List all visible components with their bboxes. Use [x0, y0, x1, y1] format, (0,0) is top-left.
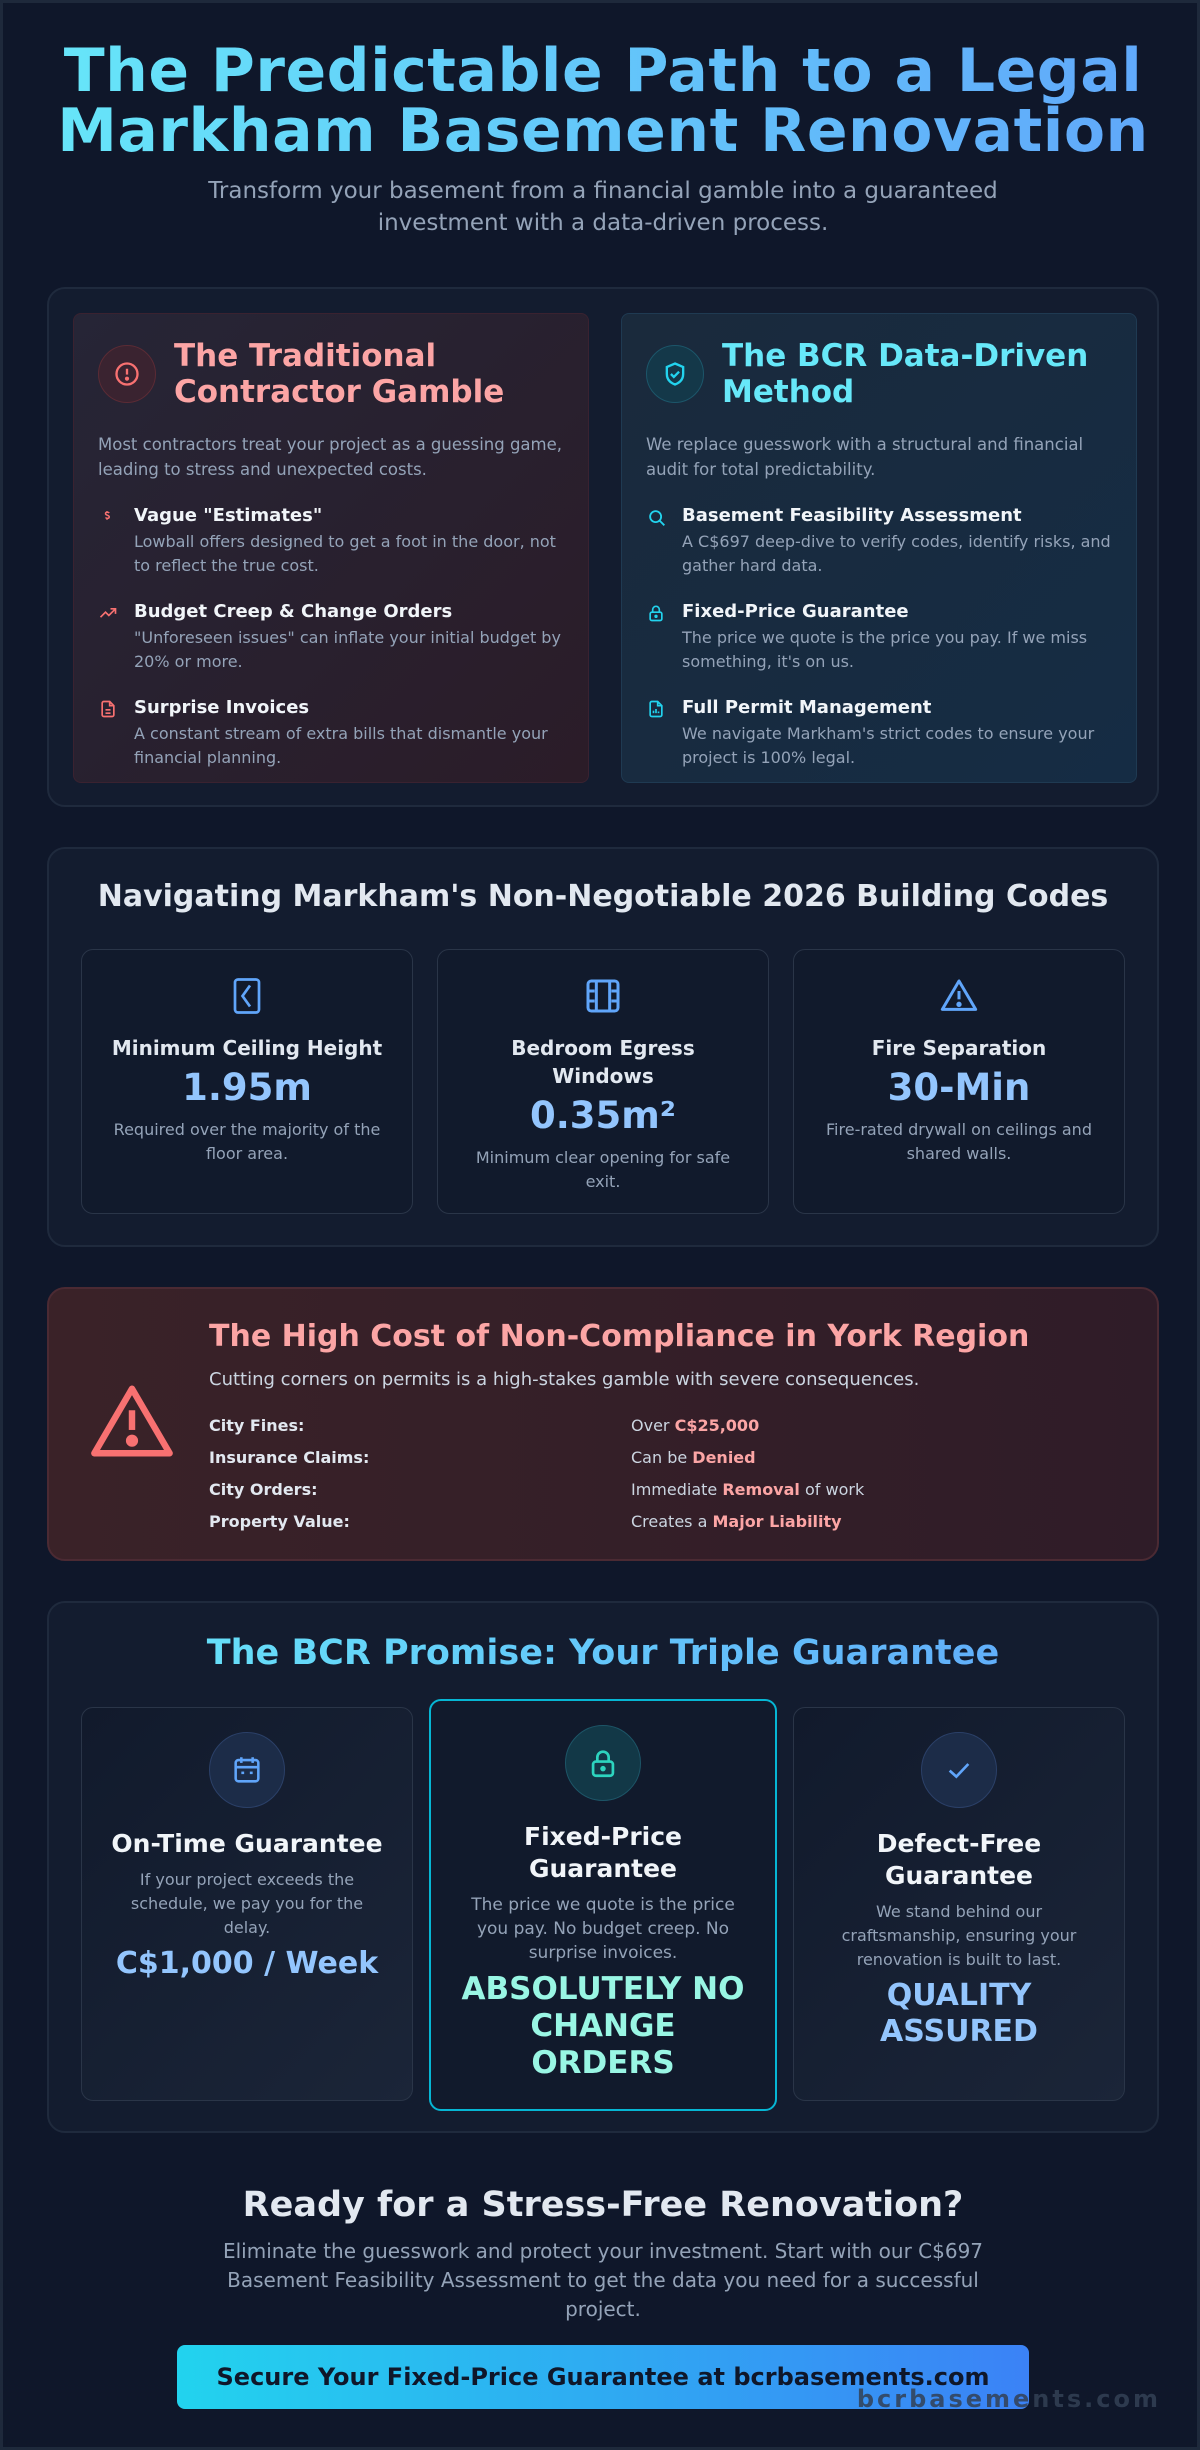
risk-label: Property Value:	[209, 1511, 350, 1531]
cta-button[interactable]: Secure Your Fixed-Price Guarantee at bcrbasements.com	[177, 2345, 1029, 2409]
item-title: Fixed-Price Guarantee	[682, 601, 909, 622]
risk-suffix: of work	[799, 1479, 865, 1499]
code-card-fire	[793, 949, 1125, 1214]
risk-row	[209, 1505, 1109, 1537]
comparison-panel	[47, 287, 1159, 807]
bcr-method-title: The BCR Data-Driven Method	[722, 338, 1089, 410]
cta-title: Ready for a Stress-Free Renovation?	[242, 2185, 964, 2225]
list-item	[646, 696, 1112, 770]
item-desc: A C$697 deep-dive to verify codes, identify risks, and gather hard data.	[682, 532, 1111, 575]
guarantee-card-on-time	[81, 1707, 413, 2101]
codes-title: Navigating Markham's Non-Negotiable 2026 Building Codes	[97, 879, 1109, 914]
item-title: Surprise Invoices	[134, 697, 310, 718]
guarantee-card-defect-free	[793, 1707, 1125, 2101]
hero	[3, 36, 1200, 239]
search-icon	[646, 504, 682, 578]
item-desc: A constant stream of extra bills that dismantle your financial planning.	[134, 724, 548, 767]
check-icon	[921, 1732, 997, 1808]
document-icon	[98, 696, 134, 770]
list-item	[98, 504, 564, 578]
bcr-method-intro: We replace guesswork with a structural and financial audit for total predictability.	[646, 435, 1084, 479]
building-codes-panel	[47, 847, 1159, 1247]
watermark: bcrbasements.com	[856, 2385, 1161, 2413]
risk-highlight: Denied	[692, 1447, 756, 1467]
promise-title: The BCR Promise: Your Triple Guarantee	[49, 1633, 1157, 1673]
window-icon	[583, 976, 623, 1020]
code-title: Minimum Ceiling Height	[111, 1036, 383, 1060]
traditional-card	[73, 313, 589, 783]
guarantee-value: ABSOLUTELY NO CHANGE ORDERS	[461, 1971, 745, 2081]
item-desc: "Unforeseen issues" can inflate your initial budget by 20% or more.	[134, 628, 561, 671]
guarantee-title: On-Time Guarantee	[111, 1829, 383, 1858]
list-item	[98, 600, 564, 674]
risk-prefix: Immediate	[631, 1479, 723, 1499]
code-title: Bedroom Egress Windows	[511, 1036, 695, 1088]
risk-value	[631, 1416, 759, 1435]
risk-title: The High Cost of Non-Compliance in York Region	[209, 1319, 1030, 1354]
risk-row	[209, 1473, 1109, 1505]
item-desc: We navigate Markham's strict codes to ensure your project is 100% legal.	[682, 724, 1095, 767]
item-title: Vague "Estimates"	[134, 505, 323, 526]
cta-text: Eliminate the guesswork and protect your investment. Start with our C$697 Basement Feasibility Assessment to get the data you need for a successful project.	[222, 2239, 984, 2321]
lock-icon	[646, 600, 682, 674]
code-value: 1.95m	[182, 1066, 312, 1109]
item-title: Full Permit Management	[682, 697, 932, 718]
non-compliance-panel	[47, 1287, 1159, 1561]
code-value: 0.35m²	[529, 1094, 677, 1137]
code-title: Fire Separation	[871, 1036, 1047, 1060]
cta-section	[3, 2185, 1200, 2324]
list-item	[646, 504, 1112, 578]
list-item	[98, 696, 564, 770]
code-card-egress	[437, 949, 769, 1214]
lock-icon	[565, 1725, 641, 1801]
guarantee-title: Defect-Free Guarantee	[876, 1829, 1042, 1890]
bcr-method-card	[621, 313, 1137, 783]
risk-highlight: C$25,000	[674, 1415, 760, 1435]
risk-subtitle: Cutting corners on permits is a high-stakes gamble with severe consequences.	[209, 1369, 920, 1390]
risk-prefix: Can be	[631, 1447, 693, 1467]
code-value: 30-Min	[887, 1066, 1031, 1109]
risk-row	[209, 1409, 1109, 1441]
item-title: Basement Feasibility Assessment	[682, 505, 1022, 526]
risk-row	[209, 1441, 1109, 1473]
risk-prefix: Creates a	[631, 1511, 713, 1531]
risk-value	[631, 1512, 842, 1531]
ceiling-height-icon	[229, 976, 265, 1020]
dollar-icon	[98, 504, 134, 578]
item-desc: The price we quote is the price you pay. If we miss something, it's on us.	[682, 628, 1088, 671]
code-card-ceiling	[81, 949, 413, 1214]
page-title	[3, 36, 1200, 166]
code-desc: Fire-rated drywall on ceilings and shared walls.	[826, 1120, 1092, 1163]
alert-circle-icon	[98, 345, 156, 403]
risk-table	[209, 1409, 1109, 1537]
traditional-intro: Most contractors treat your project as a guessing game, leading to stress and unexpected costs.	[98, 435, 563, 479]
risk-highlight: Major Liability	[712, 1511, 842, 1531]
risk-prefix: Over	[631, 1415, 675, 1435]
traditional-title: The Traditional Contractor Gamble	[174, 338, 505, 410]
promise-panel	[47, 1601, 1159, 2133]
file-chart-icon	[646, 696, 682, 770]
shield-check-icon	[646, 345, 704, 403]
item-title: Budget Creep & Change Orders	[134, 601, 453, 622]
guarantee-title: Fixed-Price Guarantee	[524, 1822, 682, 1883]
guarantee-card-fixed-price	[429, 1699, 777, 2111]
warning-triangle-icon	[89, 1381, 175, 1465]
title-line-2: Markham Basement Renovation	[57, 96, 1149, 166]
calendar-icon	[209, 1732, 285, 1808]
trending-up-icon	[98, 600, 134, 674]
list-item	[646, 600, 1112, 674]
code-desc: Minimum clear opening for safe exit.	[475, 1148, 731, 1191]
guarantee-desc: If your project exceeds the schedule, we pay you for the delay.	[130, 1870, 364, 1937]
title-line-1: The Predictable Path to a Legal	[63, 36, 1143, 106]
guarantee-value: QUALITY ASSURED	[880, 1978, 1038, 2049]
risk-label: City Orders:	[209, 1479, 318, 1499]
risk-label: Insurance Claims:	[209, 1447, 370, 1467]
risk-value	[631, 1480, 864, 1499]
guarantee-value: C$1,000 / Week	[115, 1946, 379, 1981]
risk-value	[631, 1448, 756, 1467]
guarantee-desc: The price we quote is the price you pay. No budget creep. No surprise invoices.	[471, 1895, 735, 1963]
code-desc: Required over the majority of the floor area.	[113, 1120, 381, 1163]
risk-highlight: Removal	[722, 1479, 800, 1499]
item-desc: Lowball offers designed to get a foot in the door, not to reflect the true cost.	[134, 532, 556, 575]
guarantee-desc: We stand behind our craftsmanship, ensuring your renovation is built to last.	[841, 1902, 1077, 1969]
risk-label: City Fines:	[209, 1415, 305, 1435]
hero-subtitle: Transform your basement from a financial gamble into a guaranteed investment with a data-driven process.	[208, 178, 998, 236]
warning-triangle-icon	[938, 976, 980, 1020]
